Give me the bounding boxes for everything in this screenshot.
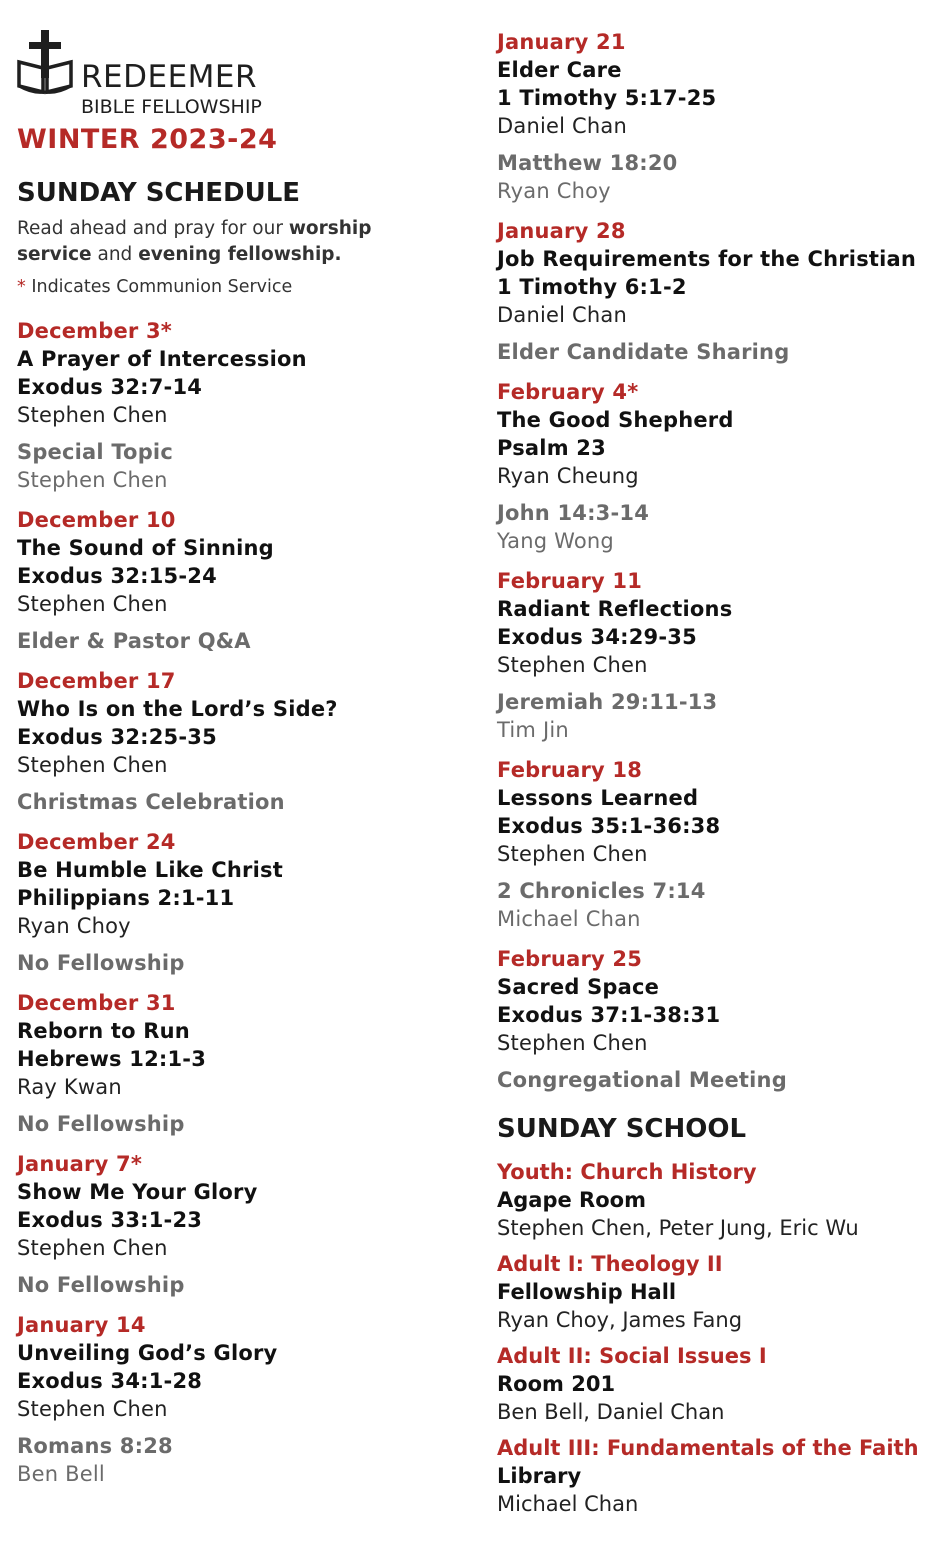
speaker-name: Stephen Chen	[17, 753, 168, 777]
speaker-name: Stephen Chen	[17, 1236, 168, 1260]
schedule-entry	[497, 217, 919, 366]
schedule-entry	[497, 567, 919, 744]
sermon-title: Reborn to Run	[17, 1019, 190, 1043]
schedule-entry	[17, 828, 338, 977]
service-date: January 28	[497, 219, 626, 243]
sermon-title: Job Requirements for the Christian	[497, 247, 917, 271]
sunday-school-heading: SUNDAY SCHOOL	[497, 1114, 747, 1144]
service-date: February 25	[497, 947, 643, 971]
fellowship-topic: Congregational Meeting	[497, 1068, 787, 1092]
service-date: December 31	[17, 991, 176, 1015]
scripture-reference: Exodus 32:15-24	[17, 564, 217, 588]
speaker-name: Daniel Chan	[497, 303, 627, 327]
fellowship-speaker: Michael Chan	[497, 907, 641, 931]
schedule-entry	[17, 1150, 338, 1299]
sermon-title: A Prayer of Intercession	[17, 347, 307, 371]
fellowship-topic: Matthew 18:20	[497, 151, 678, 175]
sermon-title: Radiant Reflections	[497, 597, 733, 621]
fellowship-topic: Special Topic	[17, 440, 173, 464]
spacer	[17, 779, 338, 788]
fellowship-topic: No Fellowship	[17, 951, 185, 975]
schedule-entry	[17, 317, 338, 494]
schedule-list-right	[497, 28, 919, 1526]
schedule-entry	[17, 989, 338, 1138]
class-name: Adult I: Theology II	[497, 1252, 723, 1276]
class-name: Adult II: Social Issues I	[497, 1344, 767, 1368]
logo-title: REDEEMER	[81, 59, 258, 95]
speaker-name: Ryan Cheung	[497, 464, 639, 488]
spacer	[17, 940, 338, 949]
speaker-name: Stephen Chen	[17, 403, 168, 427]
fellowship-speaker: Yang Wong	[497, 529, 614, 553]
speaker-name: Stephen Chen	[17, 592, 168, 616]
intro-bold-worship: worship service	[17, 218, 372, 265]
season-title: WINTER 2023-24	[17, 124, 278, 155]
scripture-reference: Philippians 2:1-11	[17, 886, 235, 910]
class-teachers: Ben Bell, Daniel Chan	[497, 1400, 725, 1424]
scripture-reference: Hebrews 12:1-3	[17, 1047, 207, 1071]
sermon-title: Show Me Your Glory	[17, 1180, 258, 1204]
schedule-entry	[17, 1311, 338, 1488]
sermon-title: Elder Care	[497, 58, 622, 82]
schedule-entry	[497, 28, 919, 205]
schedule-entry	[17, 667, 338, 816]
spacer	[17, 1101, 338, 1110]
sermon-title: Sacred Space	[497, 975, 660, 999]
intro-part: and	[91, 244, 139, 265]
sermon-title: The Good Shepherd	[497, 408, 734, 432]
fellowship-speaker: Ben Bell	[17, 1462, 105, 1486]
fellowship-topic: Elder & Pastor Q&A	[17, 629, 251, 653]
service-date: February 4*	[497, 380, 639, 404]
fellowship-topic: 2 Chronicles 7:14	[497, 879, 706, 903]
spacer	[17, 429, 338, 438]
service-date: February 11	[497, 569, 643, 593]
spacer	[17, 1423, 338, 1432]
sunday-school-class	[497, 1158, 919, 1242]
sermon-title: Be Humble Like Christ	[17, 858, 283, 882]
speaker-name: Stephen Chen	[17, 1397, 168, 1421]
spacer	[497, 868, 919, 877]
asterisk: *	[17, 277, 26, 297]
scripture-reference: Exodus 35:1-36:38	[497, 814, 721, 838]
class-room: Room 201	[497, 1372, 616, 1396]
sermon-title: Unveiling God’s Glory	[17, 1341, 278, 1365]
fellowship-topic: Jeremiah 29:11-13	[497, 690, 718, 714]
service-date: January 14	[17, 1313, 146, 1337]
schedule-list-left	[17, 317, 338, 1500]
service-date: January 7*	[17, 1152, 143, 1176]
fellowship-topic: Romans 8:28	[17, 1434, 173, 1458]
schedule-entry	[497, 945, 919, 1094]
speaker-name: Stephen Chen	[497, 842, 648, 866]
class-room: Fellowship Hall	[497, 1280, 677, 1304]
class-teachers: Michael Chan	[497, 1492, 639, 1516]
sermon-title: Who Is on the Lord’s Side?	[17, 697, 338, 721]
fellowship-speaker: Stephen Chen	[17, 468, 168, 492]
scripture-reference: 1 Timothy 6:1-2	[497, 275, 687, 299]
spacer	[497, 329, 919, 338]
sunday-school-class	[497, 1342, 919, 1426]
scripture-reference: Exodus 34:29-35	[497, 625, 697, 649]
spacer	[497, 679, 919, 688]
service-date: February 18	[497, 758, 643, 782]
speaker-name: Stephen Chen	[497, 653, 648, 677]
intro-part: Read ahead and pray for our	[17, 218, 289, 239]
scripture-reference: 1 Timothy 5:17-25	[497, 86, 717, 110]
fellowship-speaker: Tim Jin	[497, 718, 569, 742]
spacer	[17, 618, 338, 627]
spacer	[497, 1057, 919, 1066]
church-logo	[17, 28, 317, 118]
fellowship-topic: John 14:3-14	[497, 501, 650, 525]
fellowship-topic: No Fellowship	[17, 1112, 185, 1136]
sunday-school-class	[497, 1250, 919, 1334]
cross-bible-icon	[17, 28, 73, 96]
sermon-title: Lessons Learned	[497, 786, 699, 810]
class-name: Youth: Church History	[497, 1160, 757, 1184]
fellowship-topic: Elder Candidate Sharing	[497, 340, 790, 364]
scripture-reference: Exodus 37:1-38:31	[497, 1003, 721, 1027]
class-teachers: Stephen Chen, Peter Jung, Eric Wu	[497, 1216, 859, 1240]
spacer	[17, 1262, 338, 1271]
spacer	[497, 140, 919, 149]
class-room: Agape Room	[497, 1188, 646, 1212]
class-name: Adult III: Fundamentals of the Faith	[497, 1436, 919, 1460]
communion-note-text: Indicates Communion Service	[25, 277, 293, 297]
speaker-name: Stephen Chen	[497, 1031, 648, 1055]
schedule-heading: SUNDAY SCHEDULE	[17, 178, 301, 208]
sermon-title: The Sound of Sinning	[17, 536, 274, 560]
schedule-entry	[17, 506, 338, 655]
communion-note	[17, 277, 292, 297]
service-date: December 17	[17, 669, 176, 693]
speaker-name: Ryan Choy	[17, 914, 131, 938]
schedule-entry	[497, 756, 919, 933]
speaker-name: Daniel Chan	[497, 114, 627, 138]
scripture-reference: Exodus 32:25-35	[17, 725, 217, 749]
service-date: December 3*	[17, 319, 172, 343]
class-room: Library	[497, 1464, 582, 1488]
sunday-school-class	[497, 1434, 919, 1518]
scripture-reference: Psalm 23	[497, 436, 606, 460]
intro-text	[17, 216, 447, 268]
speaker-name: Ray Kwan	[17, 1075, 122, 1099]
class-teachers: Ryan Choy, James Fang	[497, 1308, 743, 1332]
service-date: December 24	[17, 830, 176, 854]
fellowship-topic: Christmas Celebration	[17, 790, 285, 814]
intro-bold-fellowship: evening fellowship.	[138, 244, 342, 265]
scripture-reference: Exodus 33:1-23	[17, 1208, 203, 1232]
service-date: January 21	[497, 30, 626, 54]
fellowship-speaker: Ryan Choy	[497, 179, 611, 203]
spacer	[497, 490, 919, 499]
scripture-reference: Exodus 32:7-14	[17, 375, 203, 399]
logo-subtitle: BIBLE FELLOWSHIP	[81, 96, 262, 118]
scripture-reference: Exodus 34:1-28	[17, 1369, 203, 1393]
fellowship-topic: No Fellowship	[17, 1273, 185, 1297]
service-date: December 10	[17, 508, 176, 532]
schedule-entry	[497, 378, 919, 555]
